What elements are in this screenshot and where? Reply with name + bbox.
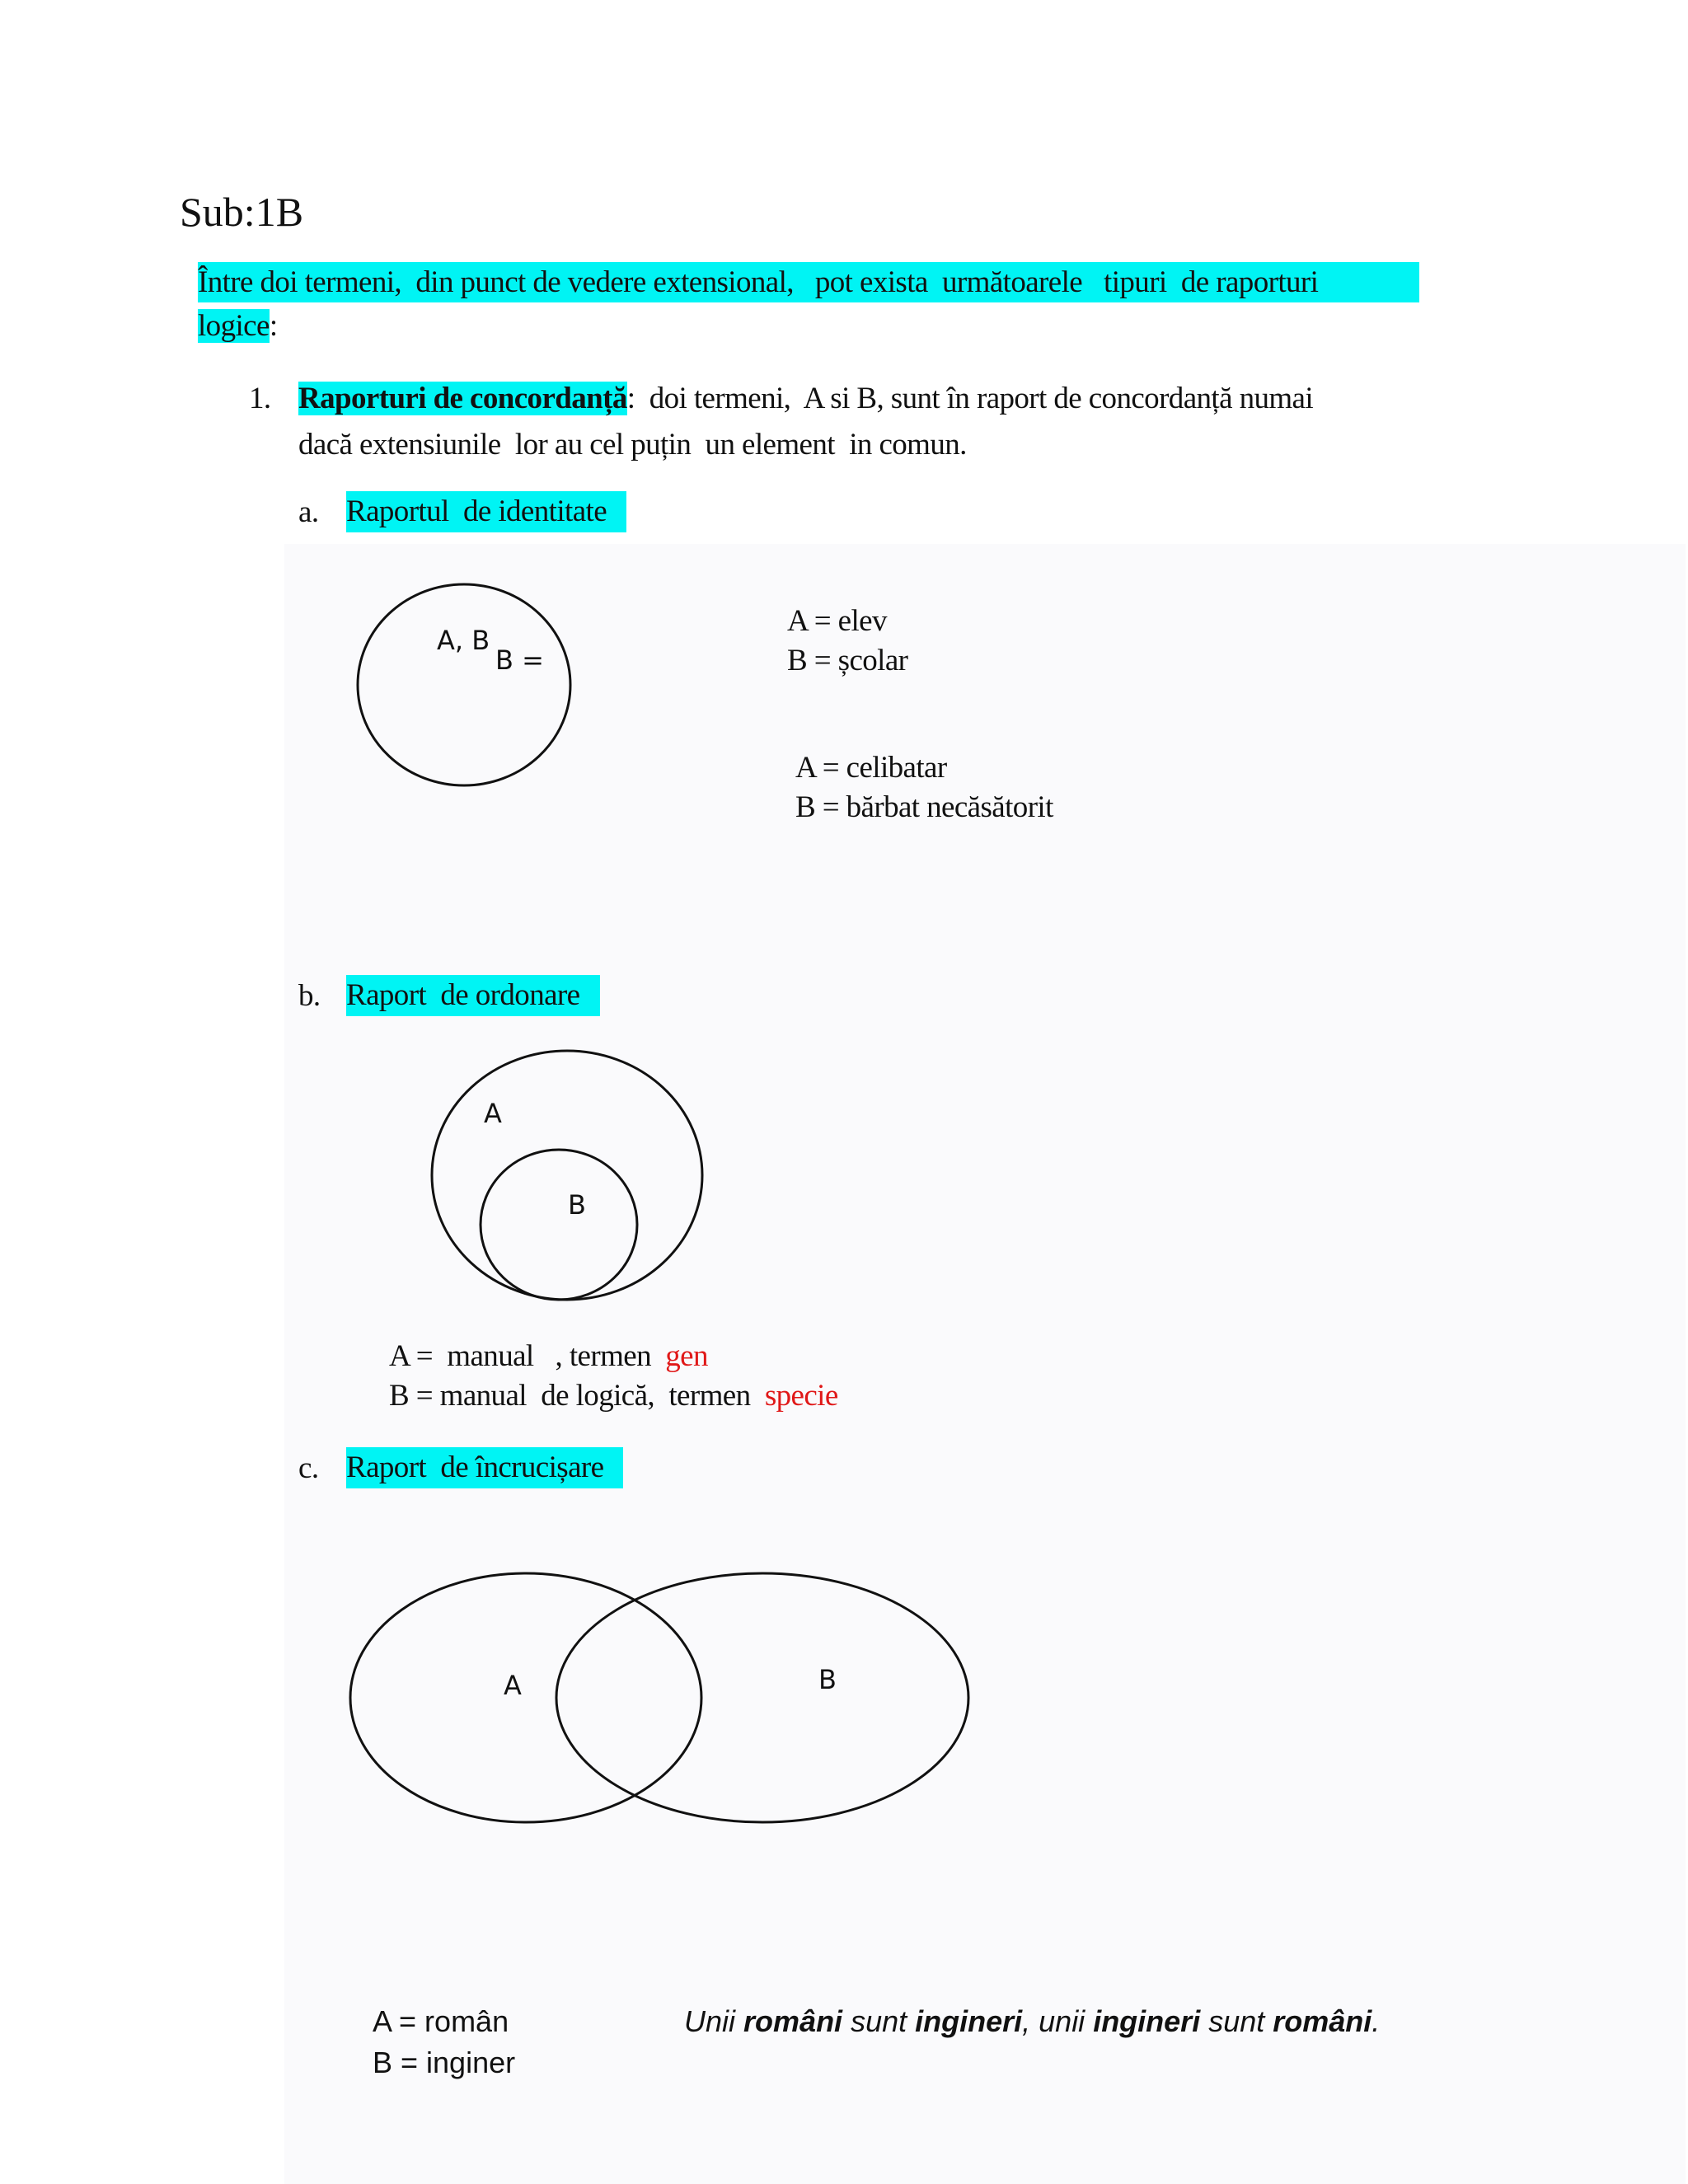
intersection-label-b: B [818, 1664, 837, 1695]
sub-b-letter: b. [298, 979, 321, 1013]
sentence-part: , unii [1022, 2004, 1094, 2038]
sentence-part: sunt [842, 2004, 916, 2038]
example-2-line-2: B = bărbat necăsătorit [795, 790, 1053, 824]
intro-line-1: Între doi termeni, din punct de vedere extensional, pot exista următoarele tipuri de raporturi [198, 262, 1419, 302]
section-heading: Raporturi de concordanță [298, 382, 627, 415]
sub-b-term-a: A = manual , termen [389, 1339, 666, 1373]
ellipse-b [556, 1573, 968, 1822]
sub-c-letter: c. [298, 1451, 319, 1485]
sentence-bold: ingineri [1093, 2004, 1201, 2038]
section-definition: : doi termeni, A si B, sunt în raport de concordanță numai [626, 382, 1314, 415]
sentence-part: . [1372, 2004, 1381, 2038]
identity-label-b: B = [495, 644, 544, 676]
sentence-bold: ingineri [915, 2004, 1023, 2038]
sentence-bold: români [1273, 2004, 1372, 2038]
inner-circle-b [481, 1150, 637, 1300]
intro-highlight: logice [198, 309, 270, 343]
identity-label-ab: A, B [437, 625, 490, 656]
ordering-label-a: A [484, 1098, 502, 1129]
def-b: B = inginer [373, 2046, 516, 2079]
sentence-part: sunt [1200, 2004, 1273, 2038]
ordering-label-b: B [568, 1189, 586, 1221]
example-1-line-1: A = elev [787, 604, 887, 638]
page-title: Sub:1B [180, 189, 304, 235]
example-sentence [684, 2004, 1380, 2039]
genus-label: gen [665, 1339, 708, 1373]
sentence-part: Unii [684, 2004, 744, 2038]
intersection-label-a: A [504, 1670, 522, 1701]
identity-circle [358, 584, 570, 785]
section-line-2: dacă extensiunile lor au cel puțin un element in comun. [298, 428, 967, 462]
species-label: specie [764, 1379, 838, 1413]
sub-b-term-b: B = manual de logică, termen [389, 1379, 765, 1413]
sentence-bold: români [743, 2004, 843, 2038]
intro-colon: : [269, 309, 278, 343]
ellipse-a [350, 1573, 701, 1822]
sub-a-title: Raportul de identitate [346, 491, 626, 532]
example-1-line-2: B = școlar [787, 644, 908, 677]
sub-b-title: Raport de ordonare [346, 975, 600, 1016]
section-number: 1. [249, 382, 271, 415]
outer-circle-a [432, 1051, 702, 1300]
sub-c-title: Raport de încrucișare [346, 1447, 623, 1488]
def-a: A = român [373, 2004, 509, 2038]
example-2-line-1: A = celibatar [795, 751, 947, 785]
sub-a-letter: a. [298, 495, 319, 529]
